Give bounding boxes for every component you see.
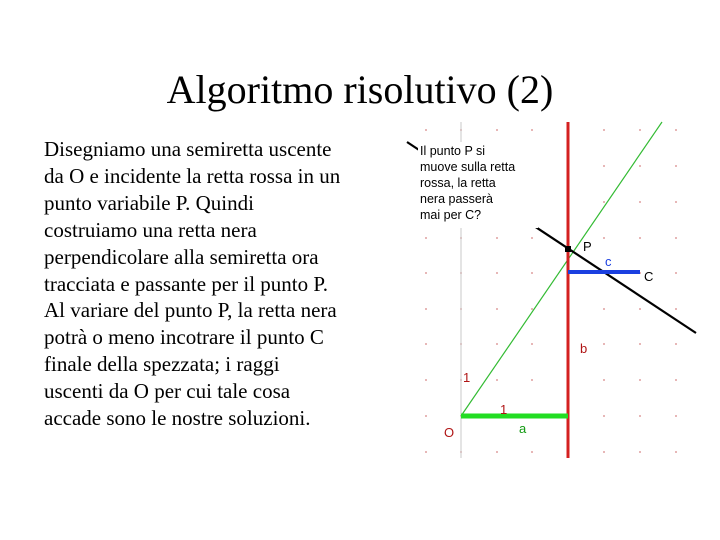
grid-dot: [425, 415, 427, 417]
grid-dot: [639, 129, 641, 131]
grid-dot: [675, 272, 677, 274]
grid-dot: [496, 308, 498, 310]
label-o: O: [444, 425, 455, 440]
grid-dot: [639, 165, 641, 167]
grid-dot: [675, 165, 677, 167]
grid-dot: [675, 308, 677, 310]
grid-dot: [496, 129, 498, 131]
grid-dot: [531, 237, 533, 239]
grid-dot: [425, 237, 427, 239]
grid-dot: [496, 237, 498, 239]
grid-dot: [603, 308, 605, 310]
grid-dot: [675, 201, 677, 203]
label-one-left: 1: [463, 370, 471, 385]
grid-dot: [496, 379, 498, 381]
label-one-bottom: 1: [500, 402, 508, 417]
slide-title: Algoritmo risolutivo (2): [166, 67, 554, 112]
label-b: b: [580, 341, 588, 356]
grid-dot: [675, 415, 677, 417]
slide-paragraph: Disegniamo una semiretta uscente da O e incidente la retta rossa in un punto variabile P. Quindi costruiamo una retta nera perpendicolare alla semiretta ora tracciata e passante per il punto P. Al variare del punto P, la retta nera potrà o meno incotrare il punto C finale della spezzata; i raggi uscenti da O per cui tale cosa accade sono le nostre soluzioni.: [44, 137, 341, 431]
label-c-segment: c: [605, 254, 612, 269]
grid-dot: [531, 343, 533, 345]
grid-dot: [425, 308, 427, 310]
label-a: a: [519, 421, 527, 436]
label-c-point: C: [644, 269, 654, 284]
grid-dot: [531, 272, 533, 274]
point-p-marker: [565, 246, 571, 252]
grid-dot: [425, 129, 427, 131]
grid-dot: [639, 343, 641, 345]
grid-dot: [425, 451, 427, 453]
note-line-2: muove sulla retta: [420, 160, 516, 174]
grid-dot: [639, 201, 641, 203]
grid-dot: [675, 343, 677, 345]
grid-dot: [603, 165, 605, 167]
grid-dot: [675, 451, 677, 453]
grid-dot: [675, 129, 677, 131]
grid-dot: [675, 237, 677, 239]
grid-dot: [639, 451, 641, 453]
grid-dot: [603, 415, 605, 417]
grid-dot: [531, 129, 533, 131]
grid-dot: [425, 343, 427, 345]
grid-dot: [496, 272, 498, 274]
grid-dot: [603, 451, 605, 453]
note-line-5: mai per C?: [420, 208, 482, 222]
grid-dot: [639, 308, 641, 310]
grid-dot: [639, 379, 641, 381]
grid-dot: [425, 379, 427, 381]
grid-dot: [496, 451, 498, 453]
grid-dot: [531, 379, 533, 381]
grid-dot: [603, 343, 605, 345]
grid-dot: [675, 379, 677, 381]
note-line-1: Il punto P si: [420, 144, 486, 158]
grid-dot: [531, 451, 533, 453]
grid-dot: [639, 237, 641, 239]
geometry-diagram: [400, 118, 705, 463]
label-p: P: [583, 239, 592, 254]
grid-dot: [603, 129, 605, 131]
grid-dot: [639, 415, 641, 417]
grid-dot: [603, 201, 605, 203]
grid-dot: [496, 343, 498, 345]
grid-dot: [425, 272, 427, 274]
note-line-4: nera passerà: [420, 192, 493, 206]
grid-dot: [531, 308, 533, 310]
grid-dot: [603, 379, 605, 381]
note-line-3: rossa, la retta: [420, 176, 496, 190]
grid-dot: [603, 237, 605, 239]
